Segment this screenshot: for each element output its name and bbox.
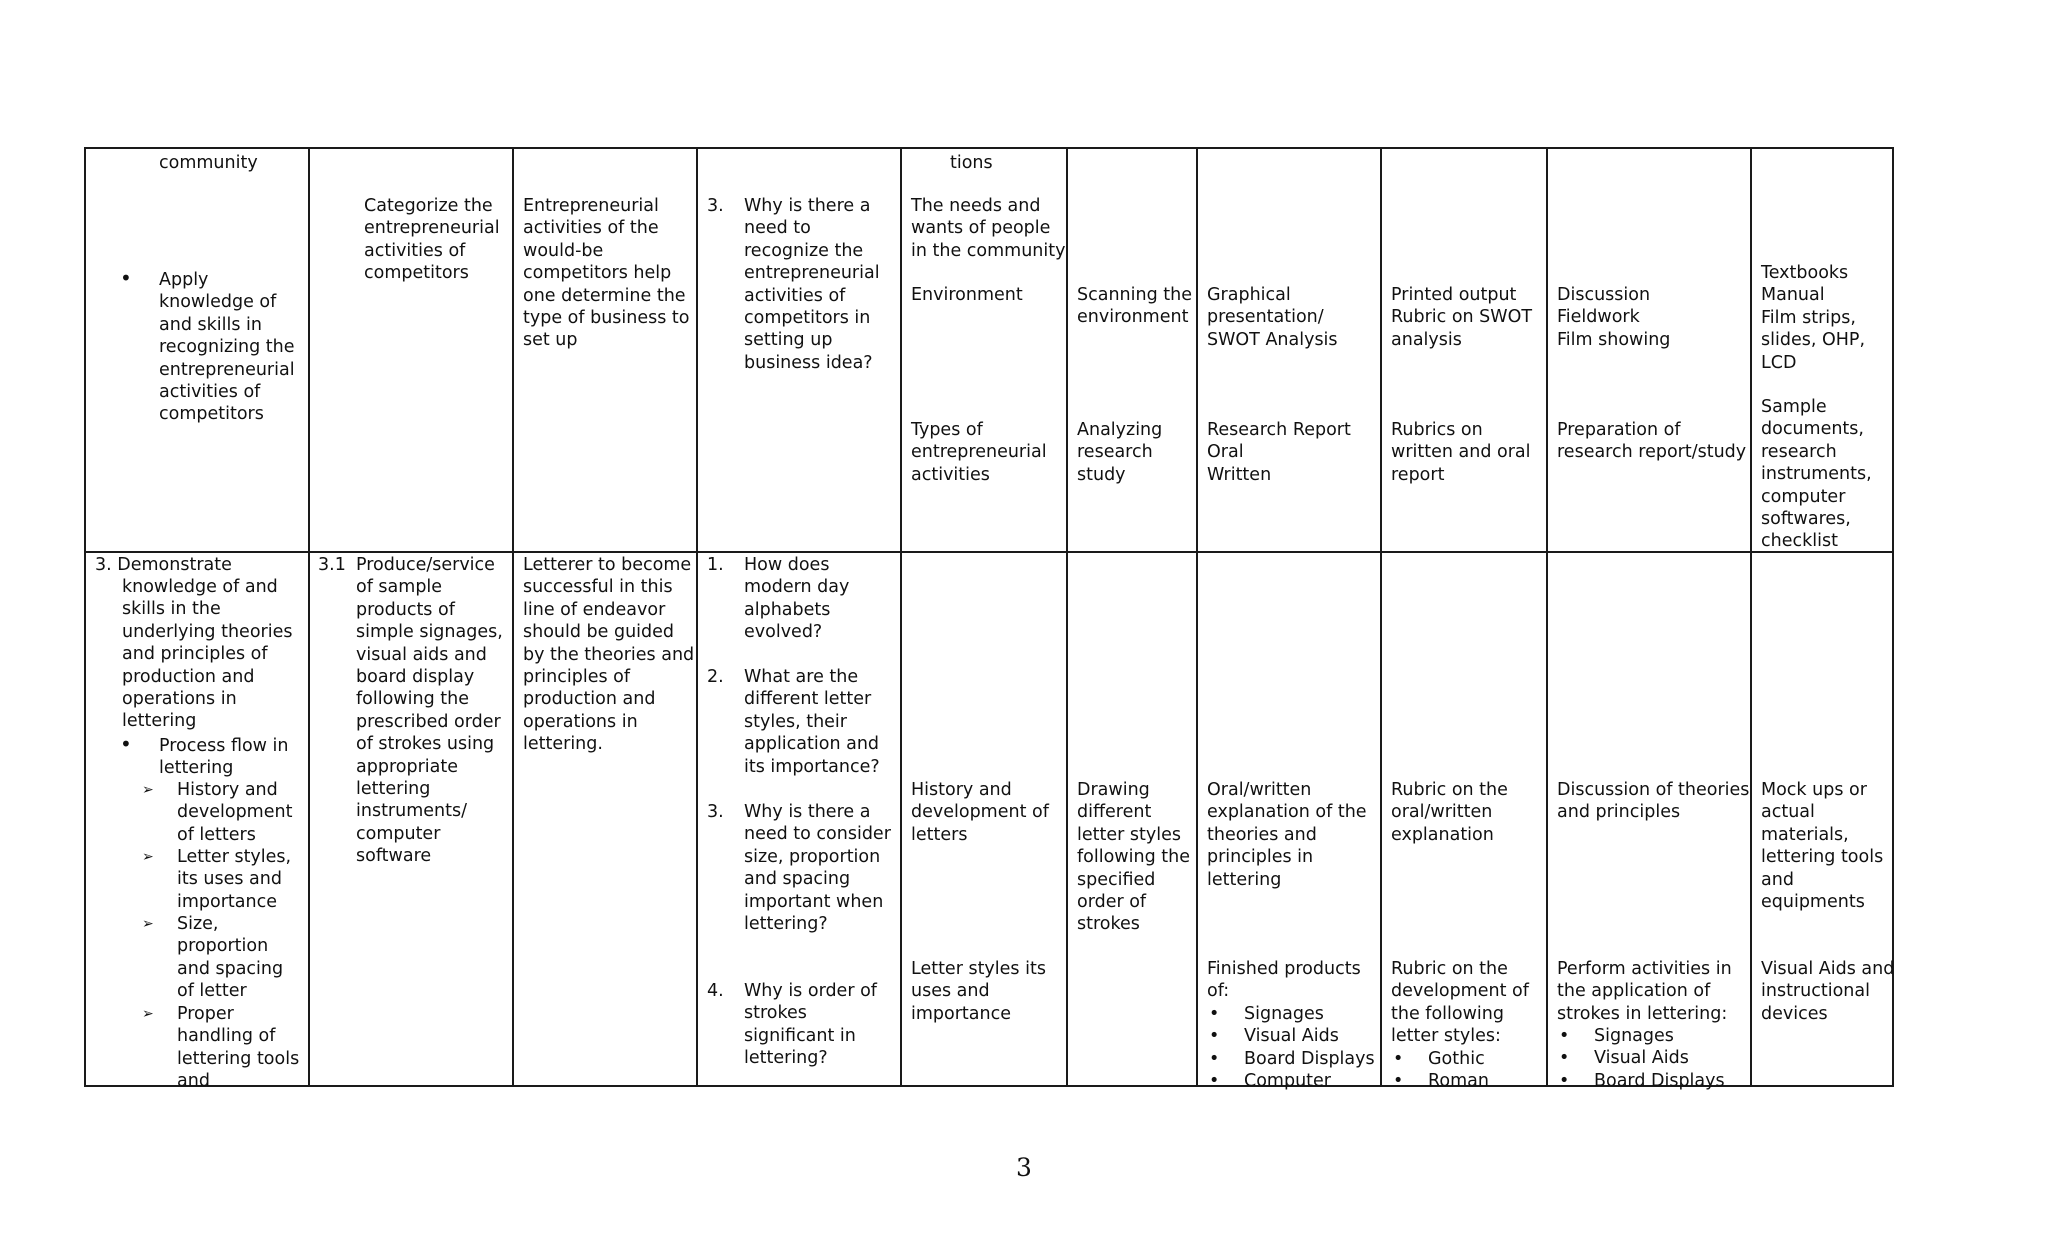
c4-question-number: 3. <box>707 802 724 822</box>
bullet-text: Visual Aids <box>1594 1048 1689 1069</box>
text-line: specified <box>1077 869 1156 890</box>
text-line: and skills in <box>159 314 262 335</box>
text-line: activities of <box>744 285 846 306</box>
text-line: of letter <box>177 981 247 1002</box>
text-line: What are the <box>744 667 859 687</box>
text-line: Why is order of <box>744 981 877 1001</box>
text-line: would-be <box>523 240 604 261</box>
c4-question-number: 1. <box>707 555 724 575</box>
text-line: Types of <box>911 420 983 440</box>
c5-overflow-text: tions <box>950 153 993 173</box>
text-line: competitors in <box>744 308 871 329</box>
text-line: entrepreneurial <box>159 359 295 380</box>
text-line: of sample <box>356 577 443 598</box>
text-line: following the <box>1077 847 1190 868</box>
bullet-icon: • <box>1393 1049 1404 1069</box>
text-line: Size, <box>177 914 219 934</box>
arrow-bullet-icon: ➢ <box>142 1006 154 1022</box>
c2-outcome-number: 3.1 <box>318 555 346 575</box>
text-line: Drawing <box>1077 780 1150 800</box>
text-line: instruments/ <box>356 801 467 822</box>
bullet-icon: • <box>1559 1048 1570 1069</box>
text-line: styles, their <box>744 711 847 732</box>
text-line: importance <box>177 891 277 912</box>
text-line: Scanning the <box>1077 285 1192 305</box>
c1-sub-item <box>177 1003 299 1093</box>
c4-essential-question <box>744 666 880 778</box>
text-line: lettering <box>356 779 431 800</box>
text-line: of: <box>1207 981 1230 1002</box>
text-line: recognizing the <box>159 337 295 358</box>
column-divider <box>1380 149 1382 1085</box>
c5-content-a <box>911 779 1049 846</box>
column-divider <box>900 149 902 1085</box>
text-line: Written <box>1207 464 1272 485</box>
c4-essential-question <box>744 980 877 1070</box>
text-line: Produce/service <box>356 555 495 575</box>
c8-assessment-b <box>1391 958 1529 1048</box>
c8-assessment-a <box>1391 284 1532 351</box>
text-line: alphabets <box>744 599 831 620</box>
text-line: equipments <box>1761 892 1865 913</box>
bullet-icon: • <box>120 266 132 290</box>
text-line: theories and <box>1207 824 1317 845</box>
text-line: application and <box>744 734 880 755</box>
text-line: Perform activities in <box>1557 959 1732 979</box>
text-line: lettering? <box>744 1048 828 1069</box>
text-line: strokes <box>1077 914 1140 935</box>
text-line: evolved? <box>744 622 823 643</box>
text-line: activities of <box>364 240 466 261</box>
text-line: Textbooks <box>1761 263 1849 283</box>
text-line: Fieldwork <box>1557 307 1640 328</box>
text-line: wants of people <box>911 218 1051 239</box>
text-line: its uses and <box>177 869 282 890</box>
bullet-text: Board Displays <box>1244 1048 1375 1069</box>
text-line: Categorize the <box>364 196 493 216</box>
text-line: knowledge of <box>159 292 277 313</box>
bullet-text: Visual Aids <box>1244 1026 1339 1047</box>
text-line: Apply <box>159 270 209 290</box>
text-line: LCD <box>1761 352 1797 373</box>
bullet-icon: • <box>1559 1070 1570 1091</box>
text-line: its importance? <box>744 756 880 777</box>
text-line: documents, <box>1761 419 1864 440</box>
text-line: instruments, <box>1761 464 1872 485</box>
c8-assessment-a <box>1391 779 1508 846</box>
text-line: Rubric on the <box>1391 959 1508 979</box>
text-line: materials, <box>1761 824 1849 845</box>
text-line: production and <box>523 689 656 710</box>
c1-sub-item <box>177 913 283 1003</box>
text-line: following the <box>356 689 469 710</box>
bullet-icon: • <box>1209 1004 1220 1024</box>
column-divider <box>512 149 514 1085</box>
text-line: Rubric on the <box>1391 780 1508 800</box>
text-line: Proper <box>177 1004 234 1024</box>
text-line: of letters <box>177 824 256 845</box>
text-line: strokes <box>744 1003 807 1024</box>
c10-resource-a <box>1761 779 1883 913</box>
text-line: and <box>177 1071 210 1092</box>
text-line: letter styles: <box>1391 1026 1501 1047</box>
text-line: by the theories and <box>523 644 695 665</box>
c4-essential-question <box>744 554 849 644</box>
text-line: Discussion <box>1557 285 1651 305</box>
text-line: important when <box>744 891 884 912</box>
bullet-icon: • <box>120 732 132 756</box>
bullet-icon: • <box>1209 1026 1220 1047</box>
c9-activity-b <box>1557 958 1732 1025</box>
text-line: set up <box>523 330 578 351</box>
bullet-text: Signages <box>1594 1026 1674 1046</box>
text-line: competitors <box>159 404 264 425</box>
text-line: and principles <box>1557 802 1681 823</box>
text-line: Finished products <box>1207 959 1361 979</box>
text-line: activities <box>911 464 990 485</box>
text-line: appropriate <box>356 756 458 777</box>
bullet-text: Board Displays <box>1594 1070 1725 1091</box>
text-line: importance <box>911 1003 1011 1024</box>
text-line: lettering <box>1207 869 1282 890</box>
text-line: Process flow in <box>159 736 289 756</box>
c1-overflow-text: community <box>159 153 258 173</box>
c3-enduring-understanding <box>523 195 690 352</box>
c7-product-b <box>1207 419 1351 486</box>
text-line: size, proportion <box>744 846 881 867</box>
text-line: simple signages, <box>356 622 503 643</box>
text-line: need to <box>744 218 811 239</box>
text-line: principles of <box>523 667 631 688</box>
text-line: competitors <box>364 263 469 284</box>
text-line: of strokes using <box>356 734 495 755</box>
text-line: development of <box>911 802 1049 823</box>
c6-skill <box>1077 779 1190 936</box>
c1-process-flow <box>159 735 289 780</box>
row-divider <box>86 551 1892 553</box>
text-line: Letterer to become <box>523 555 692 575</box>
text-line: activities of <box>159 382 261 403</box>
text-line: Letter styles, <box>177 847 292 867</box>
text-line: operations in <box>122 689 237 710</box>
c4-question-number: 2. <box>707 667 724 687</box>
text-line: competitors help <box>523 263 672 284</box>
text-line: order of <box>1077 892 1147 913</box>
text-line: prescribed order <box>356 711 501 732</box>
text-line: environment <box>1077 307 1189 328</box>
text-line: explanation of the <box>1207 802 1367 823</box>
text-line: Preparation of <box>1557 420 1681 440</box>
text-line: lettering tools <box>1761 847 1884 868</box>
text-line: research report/study <box>1557 442 1747 463</box>
text-line: analysis <box>1391 329 1462 350</box>
column-divider <box>308 149 310 1085</box>
text-line: research <box>1761 441 1837 462</box>
text-line: devices <box>1761 1003 1828 1024</box>
c4-question-number: 4. <box>707 981 724 1001</box>
column-divider <box>1546 149 1548 1085</box>
text-line: and spacing <box>744 869 851 890</box>
text-line: lettering? <box>744 914 828 935</box>
text-line: Film strips, <box>1761 307 1856 328</box>
text-line: instructional <box>1761 981 1870 1002</box>
c1-competency-title: 3. Demonstrate <box>95 555 232 575</box>
text-line: checklist <box>1761 531 1838 552</box>
text-line: Discussion of theories <box>1557 780 1750 800</box>
c1-sub-item <box>177 779 292 846</box>
text-line: How does <box>744 555 830 575</box>
text-line: Letter styles its <box>911 959 1046 979</box>
c7-product-b <box>1207 958 1361 1003</box>
bullet-icon: • <box>1393 1071 1404 1092</box>
column-divider <box>1750 149 1752 1085</box>
text-line: entrepreneurial <box>364 218 500 239</box>
text-line: slides, OHP, <box>1761 330 1866 351</box>
text-line: line of endeavor <box>523 599 666 620</box>
c5-content-b: Environment <box>911 285 1023 305</box>
arrow-bullet-icon: ➢ <box>142 782 154 798</box>
curriculum-table <box>84 147 1895 1092</box>
text-line: Why is there a <box>744 196 871 216</box>
text-line: and principles of <box>122 644 268 665</box>
bullet-text: Roman <box>1428 1071 1489 1092</box>
column-divider <box>1196 149 1198 1085</box>
text-line: History and <box>177 780 278 800</box>
text-line: report <box>1391 464 1445 485</box>
text-line: lettering <box>122 711 197 732</box>
text-line: History and <box>911 780 1012 800</box>
text-line: board display <box>356 667 475 688</box>
c5-content-c <box>911 419 1047 486</box>
text-line: significant in <box>744 1025 856 1046</box>
c6-skill-b <box>1077 419 1162 486</box>
text-line: and <box>1761 869 1794 890</box>
bullet-text: Signages <box>1244 1004 1324 1024</box>
text-line: strokes in lettering: <box>1557 1003 1728 1024</box>
bullet-text: Gothic <box>1428 1049 1485 1069</box>
text-line: activities of the <box>523 218 659 239</box>
c1-sub-item <box>177 846 291 913</box>
text-line: in the community <box>911 240 1066 261</box>
text-line: should be guided <box>523 622 675 643</box>
text-line: Analyzing <box>1077 420 1163 440</box>
text-line: different letter <box>744 689 872 710</box>
text-line: lettering <box>159 758 234 779</box>
text-line: Rubric on SWOT <box>1391 307 1533 328</box>
c10-resource-b <box>1761 396 1872 553</box>
text-line: production and <box>122 666 255 687</box>
text-line: underlying theories <box>122 621 293 642</box>
text-line: Research Report <box>1207 420 1351 440</box>
text-line: recognize the <box>744 240 864 261</box>
text-line: products of <box>356 599 455 620</box>
text-line: modern day <box>744 577 850 598</box>
text-line: The needs and <box>911 196 1041 216</box>
c10-resource-b <box>1761 958 1894 1025</box>
bullet-icon: • <box>1209 1071 1220 1092</box>
text-line: the application of <box>1557 981 1711 1002</box>
bullet-icon: • <box>1559 1026 1570 1046</box>
c7-product-a <box>1207 284 1338 351</box>
text-line: presentation/ <box>1207 307 1324 328</box>
text-line: research <box>1077 442 1153 463</box>
c4-question-number: 3. <box>707 196 724 216</box>
c3-enduring-understanding <box>523 554 694 756</box>
text-line: computer <box>356 823 441 844</box>
text-line: entrepreneurial <box>744 263 880 284</box>
text-line: visual aids and <box>356 644 487 665</box>
text-line: Manual <box>1761 285 1825 306</box>
c5-content-a <box>911 195 1065 262</box>
text-line: business idea? <box>744 352 873 373</box>
c7-product-a <box>1207 779 1367 891</box>
text-line: Graphical <box>1207 285 1291 305</box>
text-line: Printed output <box>1391 285 1517 305</box>
text-line: knowledge of and <box>122 577 278 597</box>
text-line: proportion <box>177 936 269 957</box>
text-line: operations in <box>523 711 638 732</box>
c4-essential-question <box>744 801 891 935</box>
text-line: lettering tools <box>177 1048 300 1069</box>
text-line: written and oral <box>1391 442 1531 463</box>
text-line: successful in this <box>523 577 673 598</box>
text-line: Oral <box>1207 442 1244 463</box>
c4-essential-question <box>744 195 880 374</box>
text-line: development <box>177 802 293 823</box>
text-line: lettering. <box>523 734 603 755</box>
c6-skill-a <box>1077 284 1192 329</box>
c10-resource-a <box>1761 262 1865 374</box>
text-line: different <box>1077 802 1152 823</box>
text-line: explanation <box>1391 824 1494 845</box>
text-line: Film showing <box>1557 329 1671 350</box>
c2-learning-outcome <box>364 195 500 285</box>
text-line: one determine the <box>523 285 686 306</box>
text-line: study <box>1077 464 1126 485</box>
bullet-icon: • <box>1209 1048 1220 1069</box>
text-line: skills in the <box>122 599 221 620</box>
text-line: letter styles <box>1077 824 1181 845</box>
text-line: entrepreneurial <box>911 442 1047 463</box>
text-line: SWOT Analysis <box>1207 329 1338 350</box>
text-line: letters <box>911 824 968 845</box>
text-line: need to consider <box>744 824 891 845</box>
text-line: Rubrics on <box>1391 420 1483 440</box>
bullet-text: Computer <box>1244 1071 1331 1092</box>
c9-activity-a <box>1557 779 1749 824</box>
text-line: computer <box>1761 486 1846 507</box>
c8-assessment-b <box>1391 419 1531 486</box>
c9-activity-a <box>1557 284 1670 351</box>
text-line: setting up <box>744 330 833 351</box>
c1-competency-desc <box>122 576 292 733</box>
text-line: softwares, <box>1761 509 1851 530</box>
text-line: type of business to <box>523 308 690 329</box>
c1-competency-text <box>159 269 295 426</box>
c5-content-b <box>911 958 1046 1025</box>
text-line: oral/written <box>1391 802 1493 823</box>
text-line: Entrepreneurial <box>523 196 659 216</box>
column-divider <box>1066 149 1068 1085</box>
text-line: principles in <box>1207 847 1314 868</box>
text-line: handling of <box>177 1026 276 1047</box>
text-line: software <box>356 846 432 867</box>
text-line: the following <box>1391 1003 1504 1024</box>
page-number: 3 <box>1016 1153 1032 1182</box>
text-line: Why is there a <box>744 802 871 822</box>
text-line: development of <box>1391 981 1529 1002</box>
text-line: Mock ups or <box>1761 780 1867 800</box>
column-divider <box>696 149 698 1085</box>
c2-learning-outcome <box>356 554 503 868</box>
text-line: Sample <box>1761 397 1827 417</box>
text-line: actual <box>1761 802 1815 823</box>
arrow-bullet-icon: ➢ <box>142 849 154 865</box>
c9-activity-b <box>1557 419 1746 464</box>
arrow-bullet-icon: ➢ <box>142 916 154 932</box>
text-line: Oral/written <box>1207 780 1312 800</box>
text-line: uses and <box>911 981 990 1002</box>
text-line: and spacing <box>177 958 284 979</box>
text-line: Visual Aids and <box>1761 959 1895 979</box>
